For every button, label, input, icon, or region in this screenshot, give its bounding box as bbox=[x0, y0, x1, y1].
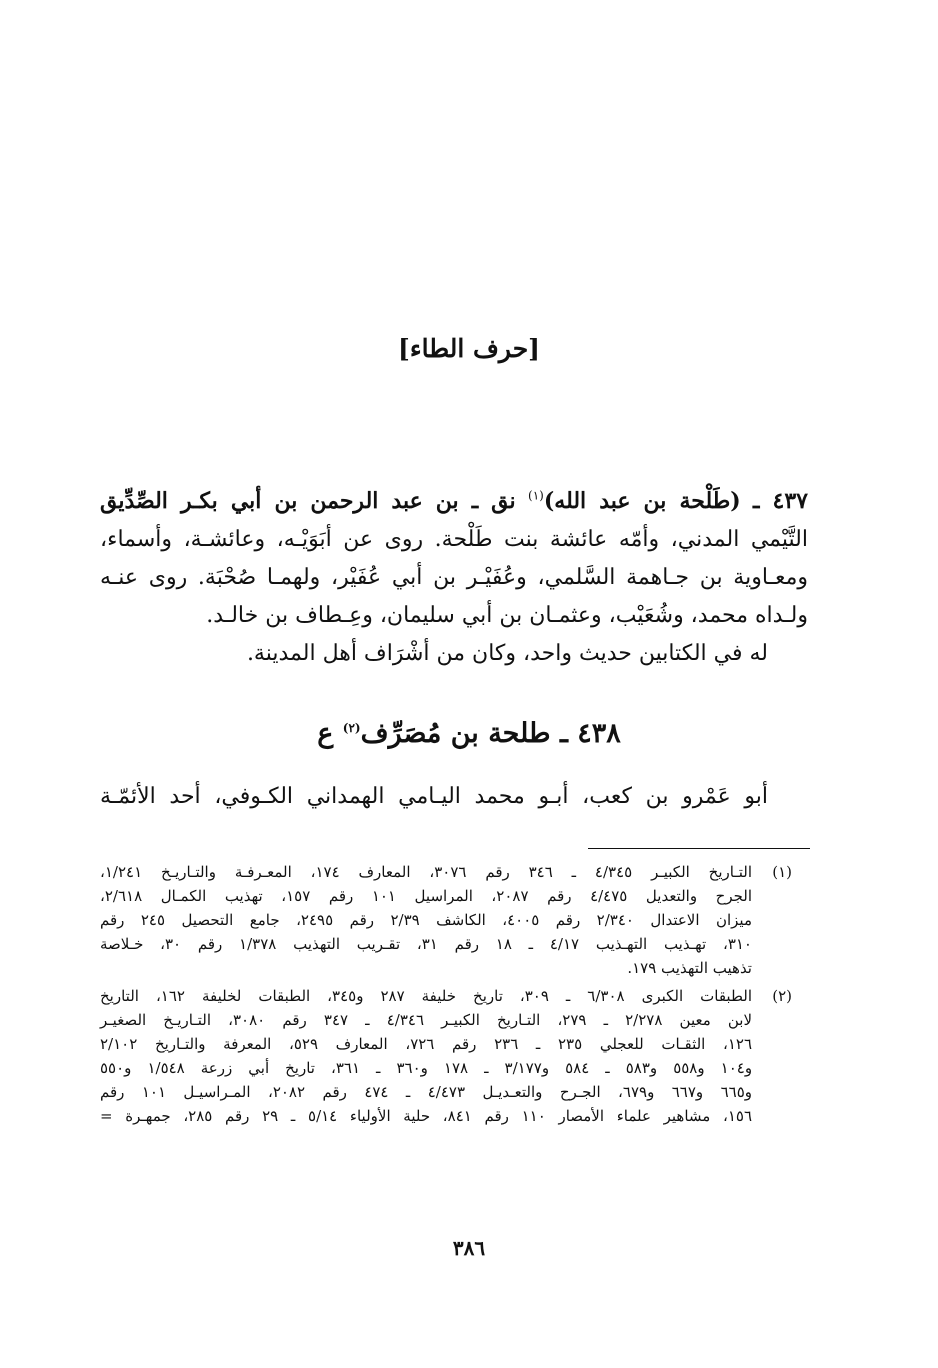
footnote-line: و٦٦٥ و٦٦٧ و٦٧٩، الجـرح والتعـديـل ٤/٤٧٣ ـ ٤٧٤ رقم ٢٠٨٢، المـراسيـل ١٠١ رقم bbox=[100, 1083, 753, 1101]
footnote-marker: (١) bbox=[772, 863, 792, 881]
footnote-line: ١٥٦، مشاهير علماء الأمصار ١١٠ رقم ٨٤١، حلية الأولياء ٥/١٤ ـ ٢٩ رقم ٢٨٥، جمهـرة = bbox=[100, 1107, 753, 1125]
footnote-line: الطبقات الكبرى ٦/٣٠٨ ـ ٣٠٩، تاريخ خليفة ٢٨٧ و٣٤٥، الطبقات لخليفة ١٦٢، التاريخ bbox=[100, 987, 752, 1005]
entry-438-footnote-ref: (٢) bbox=[342, 721, 361, 735]
entry-438-title: ٤٣٨ ـ طلحة بن مُصَرِّف bbox=[360, 718, 621, 749]
entry-437-footnote-ref: (١) bbox=[528, 488, 544, 503]
footnote-marker: (٢) bbox=[772, 987, 792, 1005]
footnote-line: تذهيب التهذيب ١٧٩. bbox=[627, 959, 752, 977]
footnote-divider bbox=[588, 848, 810, 849]
entry-437-line: التَّيْمي المدني، وأمّه عائشة بنت طَلْحة. روى عن أبَوَيْـه، وعائشـة، وأسماء، bbox=[100, 527, 808, 552]
footnote-line: الجرح والتعديل ٤/٤٧٥ رقم ٢٠٨٧، المراسيل ١٠١ رقم ١٥٧، تهذيب الكمـال ٢/٦١٨، bbox=[100, 887, 753, 905]
footnote-1 bbox=[100, 860, 792, 980]
footnotes bbox=[100, 860, 792, 1132]
page-number: ٣٨٦ bbox=[452, 1236, 486, 1260]
entry-437-note: له في الكتابين حديث واحد، وكان من أشْرَاف أهل المدينة. bbox=[246, 641, 768, 666]
entry-437-title: (طَلْحة بن عبد الله) bbox=[543, 488, 741, 514]
footnote-line: ميزان الاعتدال ٢/٣٤٠ رقم ٤٠٠٥، الكاشف ٢/٣٩ رقم ٢٤٩٥، جامع التحصيل ٢٤٥ رقم bbox=[100, 911, 752, 929]
footnote-line: لابن معين ٢/٢٧٨ ـ ٢٧٩، التـاريخ الكبيـر ٤/٣٤٦ ـ ٣٤٧ رقم ٣٠٨٠، التـاريـخ الصغيـر bbox=[100, 1011, 753, 1029]
entry-438-symbol: ع bbox=[317, 718, 334, 749]
footnote-line: التـاريخ الكبيـر ٤/٣٤٥ ـ ٣٤٦ رقم ٣٠٧٦، المعارف ١٧٤، المعـرفـة والتـاريـخ ١/٢٤١، bbox=[100, 863, 753, 881]
entry-437 bbox=[100, 482, 808, 673]
entry-437-line: ولـداه محمد، وشُعَيْب، وعثمـان بن أبي سليمان، وعِـطاف بن خالـد. bbox=[206, 603, 808, 628]
entry-438-heading bbox=[0, 718, 938, 749]
entry-437-first-line bbox=[100, 482, 808, 521]
footnote-2 bbox=[100, 984, 792, 1128]
footnote-line: ٣١٠، تهـذيب التهـذيب ٤/١٧ ـ ١٨ رقم ٣١، تقـريب التهذيب ١/٣٧٨ رقم ٣٠، خـلاصة bbox=[100, 935, 752, 953]
entry-437-lineage: نق ـ بن عبد الرحمن بن أبي بكـر الصِّدِّيق bbox=[100, 488, 516, 514]
entry-437-number: ٤٣٧ ـ bbox=[753, 488, 808, 514]
section-heading: [حرف الطاء] bbox=[398, 334, 540, 363]
entry-438 bbox=[100, 778, 808, 816]
footnote-line: و١٠٤ و٥٥٨ و٥٨٣ ـ ٥٨٤ و٣/١٧٧ ـ ١٧٨ و٣٦٠ ـ ٣٦١، تاريخ أبي زرعة ١/٥٤٨ و٥٥٠ bbox=[100, 1059, 753, 1077]
entry-438-line: أبو عَمْرو بن كعب، أبـو محمد اليـامي الهمداني الكـوفي، أحد الأئمّـة bbox=[100, 784, 768, 809]
entry-437-line: ومعـاوية بن جـاهمة السَّلمي، وعُفَيْـر بن أبي عُفَيْر، ولهمـا صُحْبَة. روى عنـه bbox=[100, 565, 809, 590]
footnote-line: ١٢٦، الثقـات للعجلي ٢٣٥ ـ ٢٣٦ رقم ٧٢٦، المعارف ٥٢٩، المعرفة والتـاريخ ٢/١٠٢ bbox=[100, 1035, 753, 1053]
